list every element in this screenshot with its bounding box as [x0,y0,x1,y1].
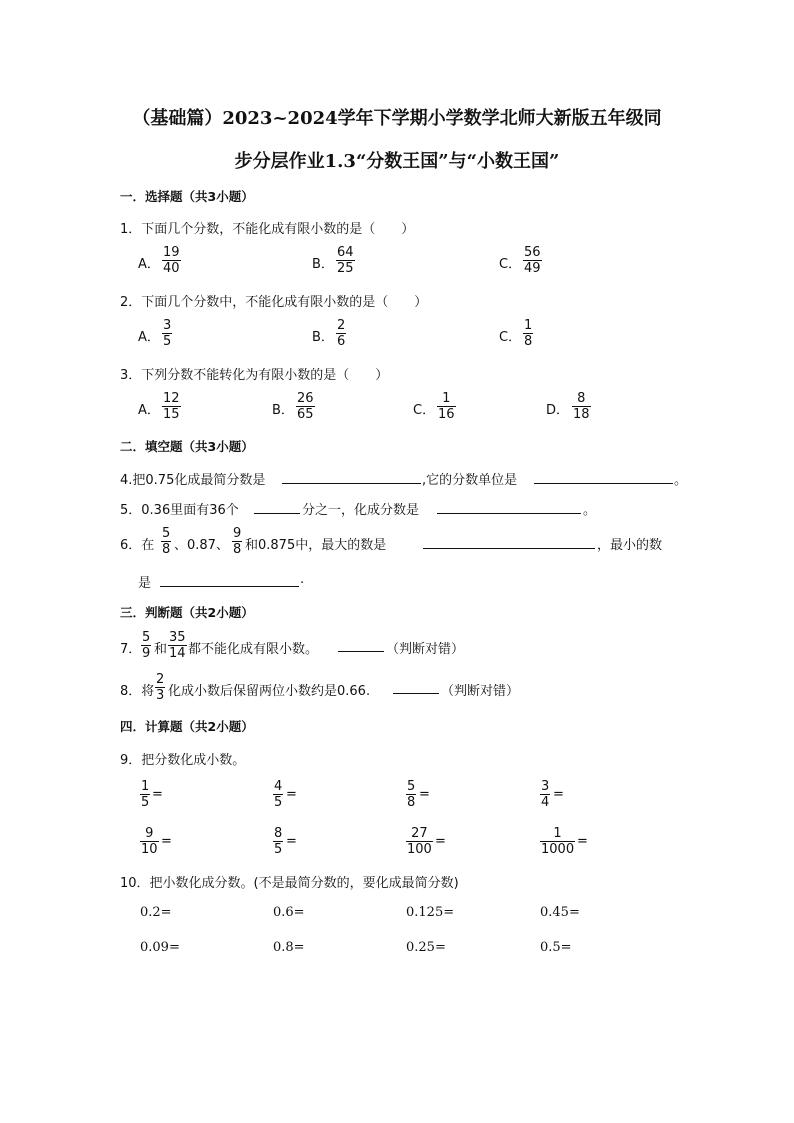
numerator: 5 [407,779,416,794]
q4-answer-blank-1[interactable] [282,483,421,484]
equals-sign: = [419,787,430,802]
q3-option-a-label: A． [138,403,160,418]
q10-item-0-2: 0.2= [140,905,172,920]
q10-item-0-125: 0.125= [406,905,455,920]
denominator: 15 [163,407,180,422]
q2-option-b-label: B． [312,330,334,345]
question-8-judge-hint: （判断对错） [441,684,520,699]
q9-fraction-27-100 [406,826,433,857]
q1-option-a-fraction [162,245,181,276]
equals-sign: = [435,834,446,849]
equals-sign: = [553,787,564,802]
q2-option-c-label: C． [499,330,522,345]
numerator: 3 [541,779,550,794]
numerator: 1 [540,826,575,842]
question-6-part-b: 、0.87、 [174,538,229,553]
numerator: 27 [406,826,433,842]
numerator: 35 [169,630,186,645]
q1-option-b-fraction [336,245,355,276]
section-heading-calculation: 四．计算题（共2小题） [120,719,254,734]
q5-answer-blank-1[interactable] [254,513,300,514]
question-7-part-c: 都不能化成有限小数。 [188,642,319,657]
denominator: 1000 [541,842,575,857]
page-title-line1: （基础篇）2023~2024学年下学期小学数学北师大新版五年级同 [132,108,662,129]
denominator: 25 [337,261,354,276]
denominator: 9 [142,646,151,661]
question-9-stem: 9．把分数化成小数。 [120,753,246,768]
q4-answer-blank-2[interactable] [534,483,673,484]
denominator: 3 [156,688,165,703]
q2-option-b-fraction [336,318,346,349]
numerator: 2 [337,318,346,333]
q3-option-a-fraction [162,391,181,422]
q3-option-b-fraction [296,391,315,422]
q6-answer-blank-2[interactable] [160,586,299,587]
equals-sign: = [161,834,172,849]
equals-sign: = [286,787,297,802]
q10-item-0-09: 0.09= [140,940,180,955]
numerator: 26 [297,391,314,406]
question-5-part-c: 。 [583,503,597,518]
denominator: 5 [274,795,283,810]
q3-option-c-fraction [437,391,456,422]
denominator: 8 [524,334,533,349]
denominator: 8 [407,795,416,810]
question-6-part-f: . [300,572,305,587]
numerator: 1 [437,391,456,407]
equals-sign: = [152,787,163,802]
q2-option-a-fraction [162,318,172,349]
numerator: 9 [233,526,242,541]
q10-item-0-5: 0.5= [540,940,572,955]
question-6-part-e: 是 [138,576,152,591]
question-8-part-a: 8．将 [120,684,155,699]
q9-fraction-1-5 [140,779,150,810]
q6-answer-blank-1[interactable] [423,548,595,549]
section-heading-fill-blank: 二．填空题（共3小题） [120,439,254,454]
q10-item-0-8: 0.8= [273,940,305,955]
numerator: 1 [524,318,533,333]
denominator: 49 [524,261,541,276]
q1-option-c-label: C． [499,257,522,272]
q1-option-b-label: B． [312,257,334,272]
q9-fraction-8-5 [273,826,283,857]
denominator: 100 [407,842,432,857]
numerator: 8 [274,826,283,841]
numerator: 12 [163,391,180,406]
q10-item-0-45: 0.45= [540,905,580,920]
numerator: 64 [337,245,354,260]
q10-item-0-6: 0.6= [273,905,305,920]
numerator: 9 [140,826,159,842]
numerator: 5 [142,630,151,645]
numerator: 3 [163,318,172,333]
q7-answer-blank[interactable] [338,651,384,652]
q9-fraction-3-4 [540,779,550,810]
question-4-part-b: ,它的分数单位是 [422,473,518,488]
question-7-judge-hint: （判断对错） [386,642,465,657]
denominator: 5 [274,842,283,857]
numerator: 1 [141,779,150,794]
q1-option-c-fraction [523,245,542,276]
denominator: 16 [438,407,455,422]
section-heading-judgement: 三．判断题（共2小题） [120,605,254,620]
question-5-part-a: 5．0.36里面有36个 [120,503,239,518]
question-6-part-d: ，最小的数 [597,538,663,553]
numerator: 4 [274,779,283,794]
question-4-part-c: 。 [674,473,688,488]
question-8-part-b: 化成小数后保留两位小数约是0.66. [168,684,371,699]
q10-item-0-25: 0.25= [406,940,446,955]
q6-fraction-2 [232,526,242,557]
q9-fraction-5-8 [406,779,416,810]
q7-fraction-1 [141,630,151,661]
denominator: 8 [233,542,242,557]
q2-option-a-label: A． [138,330,160,345]
q9-fraction-9-10 [140,826,159,857]
question-4-part-a: 4.把0.75化成最简分数是 [120,473,266,488]
question-7-part-b: 和 [154,642,168,657]
question-2-stem: 2．下面几个分数中，不能化成有限小数的是（ ） [120,295,428,310]
section-heading-choice: 一．选择题（共3小题） [120,189,254,204]
denominator: 4 [541,795,550,810]
q8-answer-blank[interactable] [393,693,439,694]
question-5-part-b: 分之一，化成分数是 [302,503,420,518]
q9-fraction-1-1000 [540,826,575,857]
denominator: 14 [169,646,186,661]
denominator: 5 [163,334,172,349]
numerator: 56 [524,245,541,260]
denominator: 10 [141,842,158,857]
question-10-stem: 10．把小数化成分数。(不是最简分数的，要化成最简分数) [120,876,459,891]
numerator: 19 [163,245,180,260]
q9-fraction-4-5 [273,779,283,810]
q3-option-c-label: C． [413,403,436,418]
denominator: 5 [141,795,150,810]
numerator: 2 [156,672,165,687]
page-title-line2: 步分层作业1.3“分数王国”与“小数王国” [234,151,560,172]
question-3-stem: 3．下列分数不能转化为有限小数的是（ ） [120,368,389,383]
q8-fraction [155,672,165,703]
denominator: 18 [573,407,590,422]
denominator: 65 [297,407,314,422]
denominator: 40 [163,261,180,276]
q1-option-a-label: A． [138,257,160,272]
q3-option-d-fraction [572,391,591,422]
q7-fraction-2 [168,630,187,661]
equals-sign: = [577,834,588,849]
numerator: 5 [162,526,171,541]
q5-answer-blank-2[interactable] [437,513,581,514]
question-7-part-a: 7． [120,642,142,657]
question-1-stem: 1．下面几个分数，不能化成有限小数的是（ ） [120,222,415,237]
question-6-part-a: 6．在 [120,538,155,553]
numerator: 8 [572,391,591,407]
q3-option-d-label: D． [546,403,570,418]
q2-option-c-fraction [523,318,533,349]
q6-fraction-1 [161,526,171,557]
equals-sign: = [286,834,297,849]
q3-option-b-label: B． [272,403,294,418]
denominator: 6 [337,334,346,349]
denominator: 8 [162,542,171,557]
question-6-part-c: 和0.875中，最大的数是 [245,538,387,553]
